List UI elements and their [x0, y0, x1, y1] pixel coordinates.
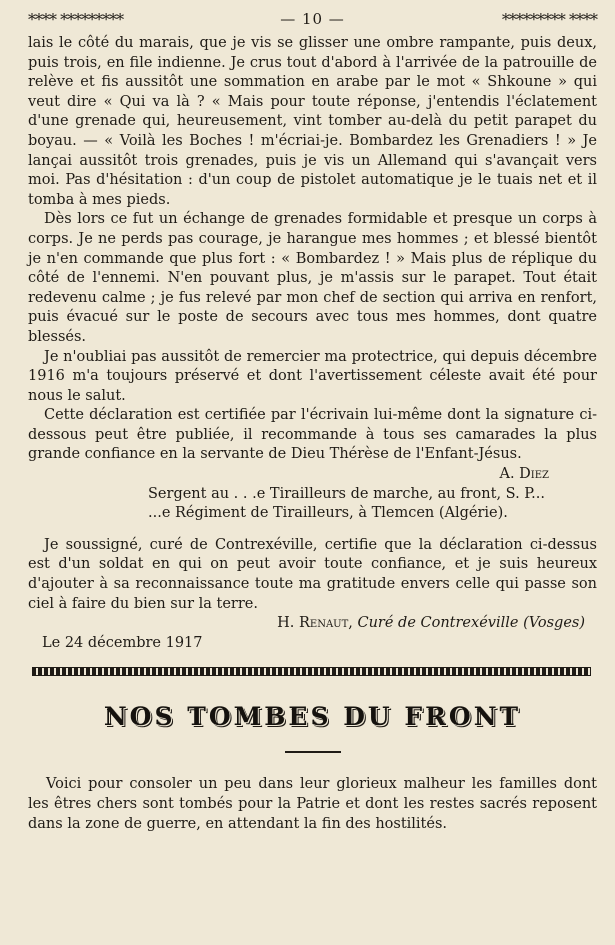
paragraph-3: Je n'oubliai pas aussitôt de remercier ma protectrice, qui depuis décembre 1916 m'a toujours préservé et dont l'avertissement céleste avait été pour nous le salut. [28, 348, 597, 404]
paragraph-1: lais le côté du marais, que je vis se glisser une ombre rampante, puis deux, puis trois, en file indienne. Je crus tout d'abord à l'arrivée de la patrouille de relève et fis aussitôt une sommation en arabe par le mot « Shkoune » qui veut dire « Qui va là ? « Mais pour toute réponse, j'entendis l'éclatement d'une grenade qui, heureusement, vint tomber au-delà du petit parapet du boyau. — « Voilà les Boches ! m'écriai-je. Bombardez les Grenadiers ! » Je lançai aussitôt trois grenades, puis je vis un Allemand qui s'avançait vers moi. Pas d'hésitation : d'un coup de pistolet automatique je le tuais net et il tomba à mes pieds. [28, 35, 597, 208]
renaut-name: H. Renaut, [277, 615, 353, 632]
section-divider [32, 667, 591, 676]
article-body [28, 34, 597, 653]
section-body [28, 775, 597, 834]
signature-name-text: A. Diez [499, 466, 549, 483]
page-number: — 10 — [280, 10, 345, 28]
renaut-title: Curé de Contrexéville (Vosges) [357, 615, 585, 632]
signature-name [28, 465, 597, 485]
section-paragraph: Voici pour consoler un peu dans leur glorieux malheur les familles dont les êtres chers sont tombés pour la Patrie et dont les restes sacrés reposent dans la zone de guerre, en attendant la fin des hostilités. [28, 776, 597, 832]
header-stars-right: ********* **** [501, 9, 597, 29]
page-header [28, 6, 597, 32]
signature-rank: Sergent au . . .e Tirailleurs de marche, au front, S. P... [148, 485, 545, 502]
letter-date: Le 24 décembre 1917 [42, 634, 203, 651]
paragraph-2: Dès lors ce fut un échange de grenades formidable et presque un corps à corps. Je ne perds pas courage, je harangue mes hommes ; et blessé bientôt je n'en commande que plus fort : « Bombardez ! » Mais plus de réplique du côté de l'ennemi. N'en pouvant plus, je m'assis sur le parapet. Tout était redevenu calme ; je fus relevé par mon chef de section qui arriva en renfort, puis évacué sur le poste de secours avec tous mes hommes, dont quatre blessés. [28, 211, 597, 345]
paragraph-5: Je soussigné, curé de Contrexéville, certifie que la déclaration ci-dessus est d'un soldat en qui on peut avoir toute confiance, et je suis heureux d'ajouter à sa reconnaissance toute ma gratitude envers celle qui passe son ciel à faire du bien sur la terre. [28, 536, 597, 612]
signature-regiment: ...e Régiment de Tirailleurs, à Tlemcen (Algérie). [148, 505, 508, 522]
header-stars-left: **** ********* [28, 9, 124, 29]
section-title: NOS TOMBES DU FRONT [103, 702, 522, 732]
paragraph-4: Cette déclaration est certifiée par l'écrivain lui-même dont la signature ci-dessous peut être publiée, il recommande à tous ses camarades la plus grande confiance en la servante de Dieu Thérèse de l'Enfant-Jésus. [28, 407, 597, 463]
title-rule [285, 751, 341, 753]
renaut-signature [28, 614, 597, 634]
